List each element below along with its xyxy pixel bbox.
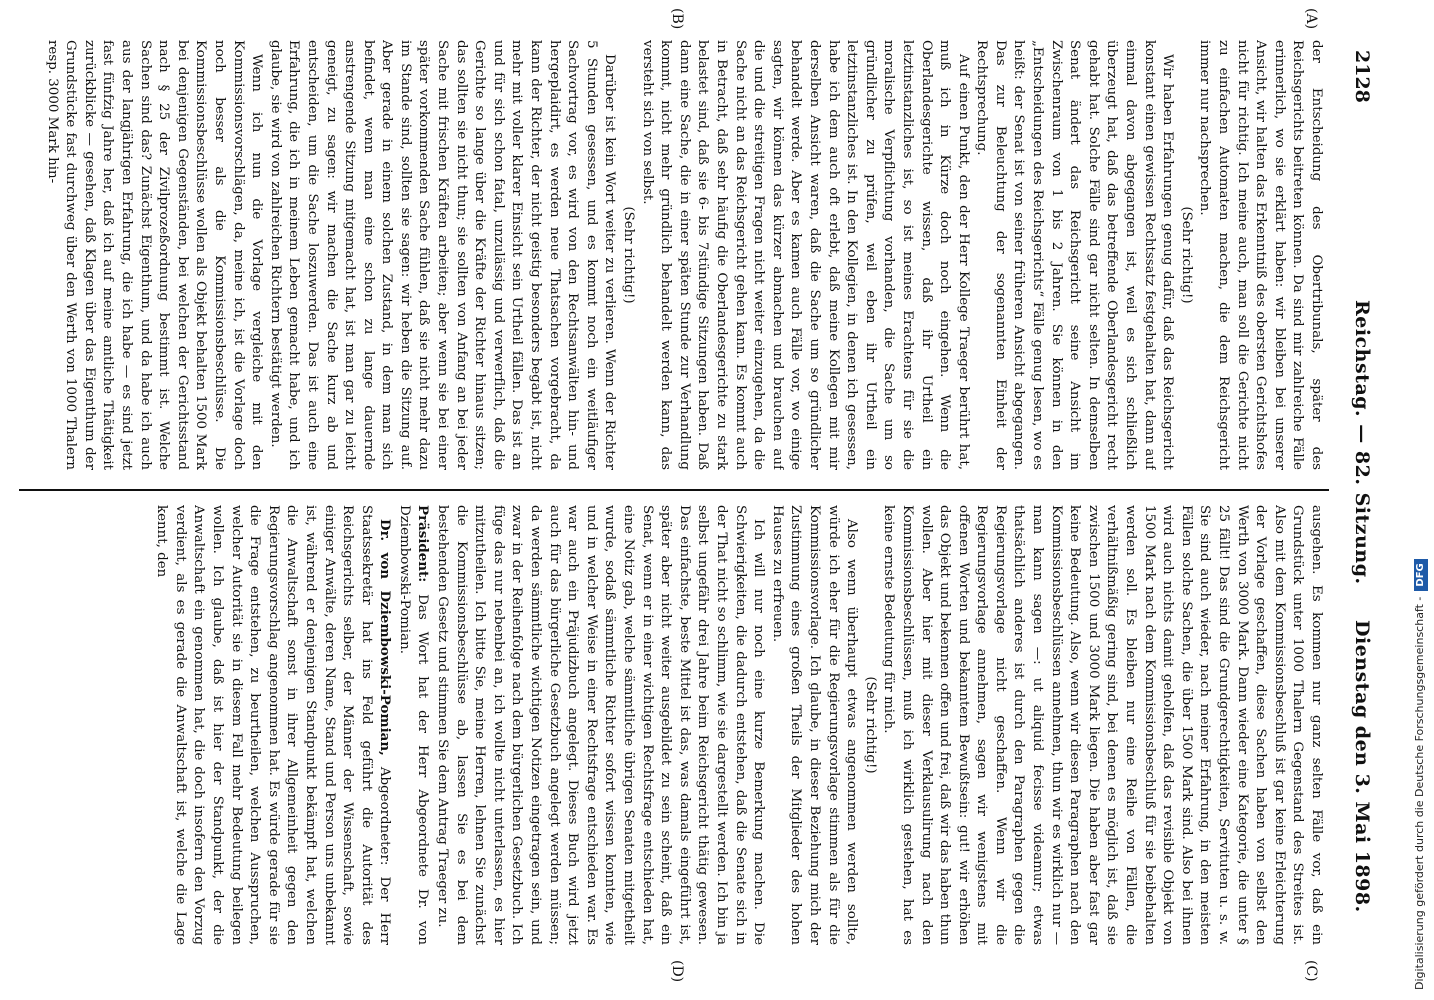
paragraph: Präsident: Das Wort hat der Herr Abgeordnete Dr. von Dziembowski-Pomian. [396, 505, 432, 945]
paragraph: (Sehr richtig!) [1178, 206, 1194, 304]
paragraph: Ich will nur noch eine kurze Bemerkung machen. Die Schwierigkeiten, die dadurch entstehen, daß die Senate sich in der That nicht so schlimm, wie sie dargestellt werden. Ich bin ja selbst ungefähr drei Jahre beim Reichsgericht thätig gewesen. Das einfachste, beste Mittel ist das, was damals eingeführt ist, später aber nicht weiter ausgebildet zu sein scheint, daß ein Senat, wenn er in einer wichtigen Rechtsfrage entschieden hat, eine Notiz gab, welche sämmtliche übrigen Senaten mitgetheilt wurde, sodaß sämmtliche Richter sofort wissen konnten, wie und in welcher Weise in einer Rechtsfrage entschieden war. Es war auch ein Präjudizbuch angelegt. Dieses Buch wird jetzt auch für das bürgerliche Gesetzbuch angelegt werden müssen; da werden sämmtliche wichtigen Notizen eingetragen sein, und zwar in der Reihenfolge nach dem bürgerlichen Gesetzbuch. Ich füge das nur nebenbei an, ich wollte nicht unterlassen, es hier mitzutheilen. Ich bitte Sie, meine Herren, lehnen Sie zunächst die Kommissionsbeschlüsse ab, lassen Sie es bei dem bestehenden Gesetz und stimmen Sie dem Antrag Traeger zu. [435, 505, 767, 945]
paragraph: (Sehr richtig!) [862, 676, 878, 774]
text-column-left [30, 40, 1325, 470]
paragraph: (Sehr richtig!) [621, 206, 637, 304]
paragraph: Also wenn überhaupt etwas angenommen werden sollte, würde ich eher für die Regierungsvorlage stimmen als für die Kommissionsvorlage. Ich glaube, in dieser Beziehung mich der Zustimmung eines großen Theils der Mitglieder des hohen Hauses zu erfreuen. [769, 505, 860, 945]
margin-mark-d: (D) [669, 960, 685, 983]
credit-text: Digitalisierung gefördert durch die Deutsche Forschungsgemeinschaft - [1413, 596, 1426, 990]
paragraph: Wenn ich nun die Vorlage vergleiche mit den Kommissionsvorschlägen, da, meine ich, ist die Vorlage doch noch besser als die Kommissionsbeschlüsse. Die Kommissionsbeschlüsse wollen als Objekt behalten 1500 Mark bei denjenigen Gegenständen, bei welchen der Gerichtsstand nach § 25 der Zivilprozeßordnung bestimmt ist. Welche Sachen sind das? Zunächst Eigenthum, und da habe ich auch aus der langjährigen Erfahrung, die ich habe — es sind jetzt fast fünfzig Jahre her, daß ich auf meine amtliche Thätigkeit zurückblicke — gesehen, daß Klagen über das Eigenthum der Grundstücke fast durchweg über den Werth von 1000 Thalern resp. 3000 Mark hin- [44, 40, 265, 470]
header-title-left: Reichstag. — 82. Sitzung. [1351, 300, 1373, 585]
paragraph: der Entscheidung des Obertribunals, später des Reichsgerichts beitreten können. Da sind mir zahlreiche Fälle erinnerlich, wo sie erklärt haben: wir bleiben bei unserer Ansicht, wir halten das Erkenntniß des obersten Gerichtshofes nicht für richtig. Ich meine auch, man soll die Gerichte nicht zu einfachen Automaten machen, die dem Reichsgericht immer nur nachsprechen. [1197, 40, 1324, 470]
paragraph: Darüber ist kein Wort weiter zu verlieren. Wenn der Richter 5 Stunden gesessen, und es kommt noch ein weitläufiger Sachvortrag vor, es wird von den Rechtsanwälten hin- und hergeplaidirt, es werden neue Thatsachen vorgebracht, da kann der Richter, der nicht geistig besonders begabt ist, nicht mehr mit voller klarer Einsicht sein Urtheil fällen. Das ist an und für sich schon fatal, unzulässig und verwerflich, daß die Gerichte so lange über die Kräfte der Richter hinaus sitzen; das sollten sie nicht thun; sie sollten von Anfang an bei jeder Sache mit frischen Kräften arbeiten; aber wenn sie bei einer später vorkommenden Sache fühlen, daß sie nicht mehr dazu im Stande sind, sollten sie sagen: wir heben die Sitzung auf. Aber gerade in einem solchen Zustand, in dem man sich befindet, wenn man eine schon zu lange dauernde anstrengende Sitzung mitgemacht hat, ist man gar zu leicht geneigt, zu sagen: wir machen die Sache kurz ab und entscheiden, um die Sache loszuwerden. Das ist auch eine Erfahrung, die ich in meinem Leben gemacht habe, und ich glaube, sie wird von zahlreichen Richtern bestätigt werden. [267, 40, 618, 470]
margin-mark-c: (C) [1303, 960, 1319, 982]
paragraph: Dr. von Dziembowski-Pomian, Abgeordneter: Der Herr Staatssekretär hat ins Feld geführt die Autorität des Reichsgerichts selber, der Männer der Wissenschaft, sowie einiger Anwälte, deren Name, Stand und Person uns unbekannt ist, während er denjenigen Standpunkt bekämpft hat, welchen die Anwaltschaft sonst in ihrer Allgemeinheit gegen den Regierungsvorschlag angenommen hat. Es würde gerade für sie die Frage entstehen, zu beurtheilen, welchen Ausspruchen, welcher Autorität sie in diesem Fall mehr Bedeutung beilegen wollen. Ich glaube, daß ist hier der Standpunkt, der die Anwaltschaft ein genommen hat, die doch insofern den Vorzug verdient, als es gerade die Anwaltschaft ist, welche die Lage kennt, den [154, 505, 394, 945]
text-column-right [30, 505, 1325, 945]
page-header [1337, 40, 1393, 970]
margin-mark-a: (A) [1303, 8, 1319, 30]
dfg-logo: DFG [1414, 559, 1428, 590]
paragraph: ausgehen. Es kommen nur ganz selten Fälle vor, daß ein Grundstück unter 1000 Thalern Gegenstand des Streites ist. Also mit dem Kommissionsbeschluß ist gar keine Erleichterung der Vorlage geschaffen, diese Sachen haben von selbst den Werth von 3000 Mark. Dann wieder eine Kategorie, die unter § 25 fällt! Das sind die Grundgerechtigkeiten, Servituten u. s. w. Sie sind auch wieder, nach meiner Erfahrung, in den meisten Fällen solche Sachen, die über 1500 Mark sind. Also bei ihnen wird auch nichts damit geholfen, daß das revisible Objekt von 1500 Mark nach dem Kommissionsbeschluß für sie beibehalten werden soll. Es bleiben nur eine Reihe von Fällen, die verhältnißmäßig gering sind, bei denen es möglich ist, daß sie zwischen 1500 und 3000 Mark liegen. Die haben aber fast gar keine Bedeutung. Also, wenn wir diesen Paragraphen nach den Kommissionsbeschlüssen annehmen, thun wir es wirklich nur — man kann sagen —: ut aliquid fecisse videamur; etwas thatsächlich anderes ist durch den Paragraphen gegen die Regierungsvorlage nicht geschaffen. Wenn wir die Regierungsvorlage annehmen, sagen wir wenigstens mit offenen Worten und bekanntem Bewußtsein: gut! wir erhöhen das Objekt und bekennen offen und frei, daß wir das haben thun wollen. Aber hier mit dieser Verklausulirung nach den Kommissionsbeschlüssen, muß ich wirklich gestehen, hat es keine ernste Bedeutung für mich. [881, 505, 1324, 945]
column-divider [19, 489, 1329, 491]
digitization-credit [1411, 10, 1429, 990]
speaker-name: Dr. von Dziembowski-Pomian, [377, 519, 394, 756]
paragraph: Auf einen Punkt, den der Herr Kollege Traeger berührt hat, muß ich in Kürze doch noch eingehen. Wenn die Oberlandesgerichte wissen, daß ihr Urtheil ein letztinstanzliches ist, so ist meines Erachtens für sie die moralische Verpflichtung vorhanden, die Sache um so gründlicher zu prüfen, weil eben ihr Urtheil ein letztinstanzliches ist. In den Kollegien, in denen ich gesessen, habe ich dem auch oft erlebt, daß meine Kollegen mit mir derselben Ansicht waren, daß die Sache um so gründlicher behandelt werde. Aber es kamen auch Fälle vor, wo einige sagten, wir können das kürzer abmachen und brauchen auf die und die streitigen Fragen nicht weiter einzugehen, da die Sache nicht an das Reichsgericht gehen kann. Es kommt auch in Betracht, daß sehr häufig die Oberlandesgerichte zu stark belastet sind, daß sie 6- bis 7stündige Sitzungen haben. Daß dann eine Sache, die in einer späten Stunde zur Verhandlung kommt, nicht mehr gründlich behandelt werden kann, das versteht sich von selbst. [639, 40, 971, 470]
page-number: 2128 [1351, 50, 1373, 103]
paragraph: Wir haben Erfahrungen genug dafür, daß das Reichsgericht konstant einen gewissen Rechtssatz festgehalten hat, dann auf einmal davon abgegangen ist, weil es sich schließlich überzeugt hat, daß das betreffende Oberlandesgericht recht gehabt hat. Solche Fälle sind gar nicht selten. In demselben Senat ändert das Reichsgericht seine Ansicht im Zwischenraum von 1 bis 2 Jahren. Sie können in den „Entscheidungen des Reichsgerichts“ Fälle genug lesen, wo es heißt: der Senat ist von seiner früheren Ansicht abgegangen. Das zur Beleuchtung der sogenannten Einheit der Rechtsprechung. [974, 40, 1176, 470]
speaker-name: Präsident: [415, 505, 432, 583]
header-title-right: Dienstag den 3. Mai 1898. [1351, 620, 1373, 913]
margin-mark-b: (B) [669, 8, 685, 30]
